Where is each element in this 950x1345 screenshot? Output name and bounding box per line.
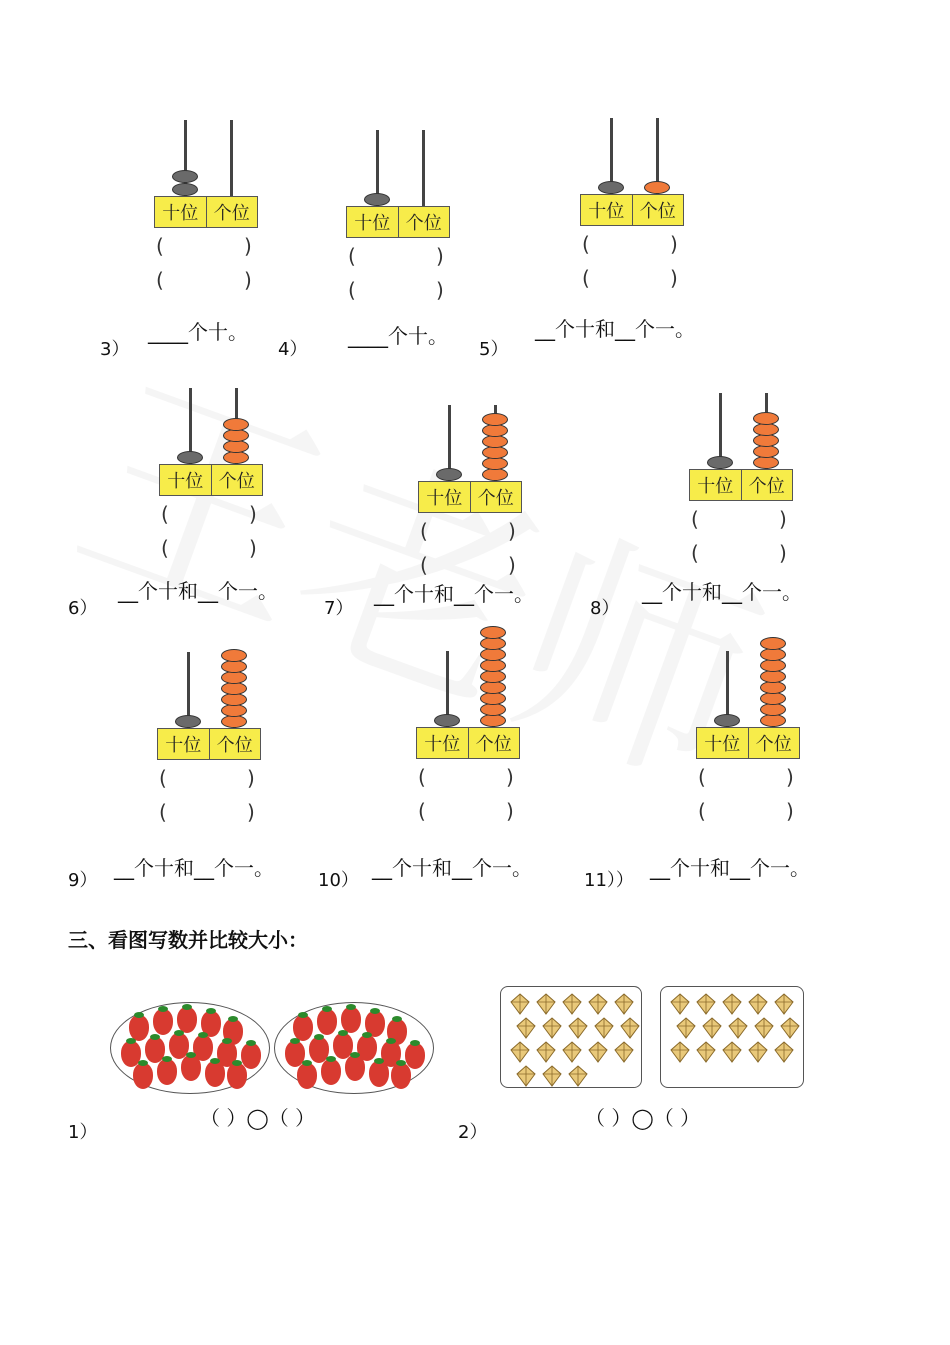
answer-paren-open: ( (691, 507, 699, 531)
kite-icon (587, 993, 609, 1015)
ones-bead (644, 181, 670, 194)
tens-bead (707, 456, 733, 469)
ones-label: 个位 (755, 734, 792, 755)
kite-icon (561, 993, 583, 1015)
answer-paren-open: ( (156, 234, 164, 258)
strawberry-icon (391, 1063, 411, 1089)
problem-7-number: 7） (324, 598, 354, 619)
problem-4-number: 4） (278, 339, 308, 360)
kite-icon (515, 1017, 537, 1039)
kite-icon (727, 1017, 749, 1039)
abacus-3 (150, 120, 270, 300)
problem-5-text: __个十和__个一。 (535, 317, 695, 341)
q1-number: 1） (68, 1122, 98, 1143)
q1-compare: （ ）◯（ ） (200, 1106, 316, 1130)
ones-bead (221, 649, 247, 662)
tens-label: 十位 (690, 470, 742, 500)
kite-icon (509, 1041, 531, 1063)
answer-paren-open: ( (156, 268, 164, 292)
tens-bead (177, 451, 203, 464)
kite-icon (535, 993, 557, 1015)
problem-8-number: 8） (590, 598, 620, 619)
problem-6-number: 6） (68, 598, 98, 619)
problem-10-number: 10） (318, 870, 359, 891)
ones-label: 个位 (748, 476, 785, 497)
answer-paren-open: ( (420, 553, 428, 577)
problem-11-text: __个十和__个一。 (650, 856, 810, 880)
place-value-plate (418, 481, 522, 513)
kite-icon (567, 1065, 589, 1087)
kite-icon (613, 1041, 635, 1063)
strawberry-group-right (274, 1002, 434, 1094)
problem-9-number: 9） (68, 870, 98, 891)
strawberry-icon (181, 1055, 201, 1081)
tens-bead (436, 468, 462, 481)
answer-paren-close: ) (249, 502, 257, 526)
answer-paren-open: ( (159, 800, 167, 824)
answer-paren-open: ( (348, 278, 356, 302)
strawberry-icon (133, 1063, 153, 1089)
answer-paren-open: ( (418, 765, 426, 789)
ones-label: 个位 (218, 471, 255, 492)
kite-icon (721, 993, 743, 1015)
tens-bead (172, 183, 198, 196)
answer-paren-open: ( (698, 799, 706, 823)
answer-paren-open: ( (159, 766, 167, 790)
problem-11-number: 11）） (584, 870, 634, 891)
kite-icon (753, 1017, 775, 1039)
tens-bead (364, 193, 390, 206)
answer-paren-close: ) (436, 244, 444, 268)
kite-icon (619, 1017, 641, 1039)
place-value-plate (416, 727, 520, 759)
abacus-11 (692, 651, 812, 831)
tens-label: 十位 (160, 465, 212, 495)
place-value-plate (580, 194, 684, 226)
answer-paren-open: ( (420, 519, 428, 543)
strawberry-icon (297, 1063, 317, 1089)
ones-rod (422, 130, 425, 206)
answer-paren-open: ( (348, 244, 356, 268)
answer-paren-open: ( (691, 541, 699, 565)
kite-icon (613, 993, 635, 1015)
ones-bead (482, 413, 508, 426)
strawberry-group-left (110, 1002, 270, 1094)
answer-paren-close: ) (670, 266, 678, 290)
kite-icon (669, 993, 691, 1015)
problem-7-text: __个十和__个一。 (374, 582, 534, 606)
answer-paren-close: ) (249, 536, 257, 560)
kite-icon (593, 1017, 615, 1039)
answer-paren-close: ) (779, 507, 787, 531)
problem-5-number: 5） (479, 339, 509, 360)
strawberry-icon (317, 1009, 337, 1035)
ones-label: 个位 (477, 488, 514, 509)
answer-paren-close: ) (786, 799, 794, 823)
tens-label: 十位 (581, 195, 633, 225)
ones-bead (760, 637, 786, 650)
tens-bead (598, 181, 624, 194)
ones-bead (223, 418, 249, 431)
section-3-heading: 三、看图写数并比较大小： (68, 928, 308, 952)
kite-icon (669, 1041, 691, 1063)
problem-3-number: 3） (100, 339, 130, 360)
ones-bead (753, 412, 779, 425)
tens-label: 十位 (697, 728, 749, 758)
answer-paren-close: ) (779, 541, 787, 565)
place-value-plate (689, 469, 793, 501)
tens-label: 十位 (155, 197, 207, 227)
place-value-plate (696, 727, 800, 759)
answer-paren-open: ( (582, 232, 590, 256)
kite-icon (535, 1041, 557, 1063)
ones-label: 个位 (405, 213, 442, 234)
answer-paren-close: ) (244, 268, 252, 292)
ones-rod (230, 120, 233, 196)
kite-icon (773, 993, 795, 1015)
strawberry-icon (321, 1059, 341, 1085)
tens-label: 十位 (419, 482, 471, 512)
answer-paren-close: ) (670, 232, 678, 256)
answer-paren-close: ) (436, 278, 444, 302)
place-value-plate (157, 728, 261, 760)
place-value-plate (154, 196, 258, 228)
kite-icon (747, 1041, 769, 1063)
kite-group-right (660, 986, 804, 1088)
abacus-5 (576, 118, 696, 298)
kite-icon (701, 1017, 723, 1039)
problem-4-text: ____个十。 (348, 324, 448, 348)
abacus-8 (685, 393, 805, 573)
tens-label: 十位 (158, 729, 210, 759)
strawberry-icon (157, 1059, 177, 1085)
kite-icon (675, 1017, 697, 1039)
ones-label: 个位 (639, 201, 676, 222)
q2-compare: （ ）◯（ ） (585, 1106, 701, 1130)
kite-icon (541, 1065, 563, 1087)
strawberry-icon (241, 1043, 261, 1069)
answer-paren-close: ) (247, 800, 255, 824)
answer-paren-close: ) (506, 799, 514, 823)
kite-icon (587, 1041, 609, 1063)
kite-icon (721, 1041, 743, 1063)
strawberry-icon (205, 1061, 225, 1087)
answer-paren-open: ( (418, 799, 426, 823)
problem-9-text: __个十和__个一。 (114, 856, 274, 880)
ones-bead (480, 626, 506, 639)
problem-8-text: __个十和__个一。 (642, 580, 802, 604)
answer-paren-close: ) (508, 553, 516, 577)
kite-icon (695, 1041, 717, 1063)
kite-icon (509, 993, 531, 1015)
tens-bead (714, 714, 740, 727)
kite-icon (541, 1017, 563, 1039)
q2-number: 2） (458, 1122, 488, 1143)
problem-3-text: ____个十。 (148, 320, 248, 344)
kite-icon (567, 1017, 589, 1039)
answer-paren-close: ) (244, 234, 252, 258)
place-value-plate (159, 464, 263, 496)
kite-icon (695, 993, 717, 1015)
answer-paren-close: ) (506, 765, 514, 789)
answer-paren-open: ( (698, 765, 706, 789)
problem-10-text: __个十和__个一。 (372, 856, 532, 880)
abacus-10 (412, 651, 532, 831)
strawberry-icon (227, 1063, 247, 1089)
abacus-7 (414, 405, 534, 585)
answer-paren-open: ( (582, 266, 590, 290)
tens-bead (175, 715, 201, 728)
tens-bead (172, 170, 198, 183)
ones-label: 个位 (213, 203, 250, 224)
kite-icon (779, 1017, 801, 1039)
abacus-6 (155, 388, 275, 568)
ones-label: 个位 (216, 735, 253, 756)
problem-6-text: __个十和__个一。 (118, 579, 278, 603)
ones-label: 个位 (475, 734, 512, 755)
strawberry-icon (369, 1061, 389, 1087)
answer-paren-close: ) (508, 519, 516, 543)
kite-icon (747, 993, 769, 1015)
answer-paren-close: ) (247, 766, 255, 790)
kite-group-left (500, 986, 642, 1088)
kite-icon (515, 1065, 537, 1087)
answer-paren-open: ( (161, 502, 169, 526)
strawberry-icon (345, 1055, 365, 1081)
tens-label: 十位 (417, 728, 469, 758)
tens-bead (434, 714, 460, 727)
answer-paren-open: ( (161, 536, 169, 560)
answer-paren-close: ) (786, 765, 794, 789)
place-value-plate (346, 206, 450, 238)
abacus-9 (153, 652, 273, 832)
strawberry-icon (405, 1043, 425, 1069)
kite-icon (561, 1041, 583, 1063)
kite-icon (773, 1041, 795, 1063)
tens-label: 十位 (347, 207, 399, 237)
abacus-4 (342, 130, 462, 310)
strawberry-icon (153, 1009, 173, 1035)
